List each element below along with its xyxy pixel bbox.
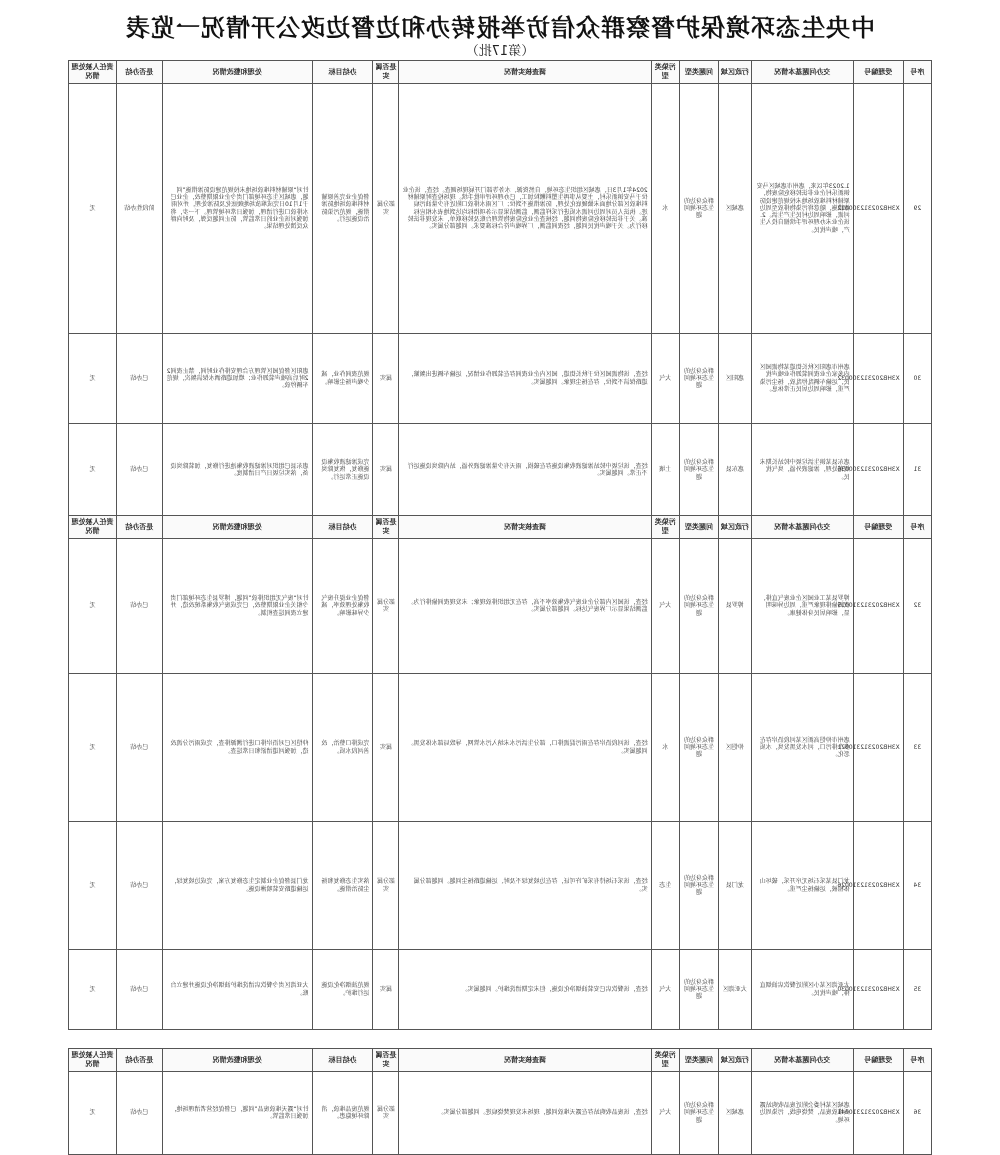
- cell-no-text: 36: [913, 1109, 922, 1117]
- cell-goal-text: 完成排口整治，改善河段水质。: [321, 740, 370, 755]
- cell-type-text: 群众身边的生态环境问题: [683, 459, 714, 481]
- col-header-goal: 办结目标: [312, 61, 373, 84]
- cell-survey: [399, 539, 651, 674]
- cell-verified-text: 属实: [379, 743, 392, 751]
- col-header-no: 序号: [903, 61, 931, 84]
- cell-verified-text: 部分属实: [376, 598, 395, 613]
- cell-type-text: 群众身边的生态环境问题: [683, 595, 714, 617]
- col-header-code: 受理编号: [853, 61, 903, 84]
- cell-done-text: 已办结: [130, 881, 149, 889]
- cell-basic-text: 大亚湾区某小区附近餐饮店油烟直排，噪声扰民。: [759, 982, 850, 997]
- cell-no-text: 29: [913, 204, 922, 212]
- cell-basic: [751, 1072, 853, 1155]
- cell-punish-text: 无: [89, 1109, 96, 1117]
- cell-goal-text: 规范油烟净化设施运行维护。: [321, 982, 370, 997]
- col-header-done: 是否办结: [116, 1049, 162, 1072]
- cell-code: [837, 539, 903, 674]
- cell-goal-text: 规范废品堆放，消除环境隐患。: [321, 1105, 370, 1120]
- complaint-table: [68, 60, 932, 517]
- col-header-done: 是否办结: [116, 61, 162, 84]
- cell-pollution: [651, 1072, 679, 1155]
- cell-goal-text: 规范夜间作业，减少噪声扬尘影响。: [321, 371, 370, 386]
- cell-done: [116, 424, 162, 517]
- col-header-basic: 交办问题基本情况: [751, 1049, 853, 1072]
- cell-no-text: 30: [913, 374, 922, 382]
- col-header-action: 处理和整改情况: [162, 61, 312, 84]
- cell-survey-text: 2024年1月3日，惠城区组织生态环境、自然资源、水务等部门开展现场调查。经查，该企业位于马安镇新乐村，主要从事再生塑料颗粒加工，已办理环评审批手续。现场检查时原辅材料堆放区部分地面未做硬底化处理，防渗措施不到位；厂区雨水排放口附近有少量油污痕迹。执法人员对周边河流水质进行采样监测，监测结果显示各项指标均达到地表水相应标准。关于非法转移危险废物问题，经核查企业危险废物管理台账及转移联单，未发现非法转移行为。关于噪声扰民问题，经夜间监测，厂界噪声符合标准要求。问题部分属实。: [402, 186, 648, 230]
- cell-code-text: X3HB202312310026: [837, 881, 900, 889]
- cell-code: [837, 334, 903, 424]
- cell-survey-text: 经查，该垃圾中转站渗滤液收集设施存在破损，雨天有少量渗滤液外溢，站内除臭设施运行不正常。问题属实。: [407, 462, 648, 477]
- cell-pollution-text: 生态: [659, 881, 672, 889]
- col-header-basic: 交办问题基本情况: [751, 516, 853, 539]
- cell-action-text: 惠阳区督促园区管理方合理安排作业时间，禁止夜间22时后高噪声装卸作业；增加道路洒水保洁频次，规范车辆停放。: [166, 367, 309, 390]
- table-row: [69, 424, 932, 517]
- cell-code: [837, 1072, 903, 1155]
- cell-type: [679, 84, 718, 334]
- cell-basic: [751, 539, 853, 674]
- cell-type-text: 群众身边的生态环境问题: [683, 367, 714, 390]
- cell-verified-text: 属实: [379, 985, 392, 993]
- table-row: [69, 950, 932, 1030]
- cell-type: [679, 424, 718, 517]
- cell-pollution: [651, 334, 679, 424]
- cell-basic-text: 惠城区某村委会附近废品收购站露天堆放废品，焚烧电线，污染周边环境。: [759, 1102, 850, 1124]
- cell-basic: [751, 424, 853, 517]
- col-header-type: 问题类型: [679, 61, 718, 84]
- cell-type-text: 群众身边的生态环境问题: [683, 874, 714, 897]
- col-header-code: 受理编号: [853, 516, 903, 539]
- cell-verified: [373, 950, 399, 1030]
- cell-code: [837, 674, 903, 822]
- cell-type-text: 群众身边的生态环境问题: [683, 978, 714, 1001]
- cell-no: [903, 539, 931, 674]
- cell-code-text: X3HB202312300012: [837, 204, 900, 212]
- cell-verified: [373, 1072, 399, 1155]
- cell-code-text: X3HB202312310041: [837, 1109, 900, 1117]
- cell-no: [903, 424, 931, 517]
- col-header-action: 处理和整改情况: [162, 516, 312, 539]
- cell-done-text: 已办结: [130, 602, 149, 610]
- cell-action-text: 针对“露天堆放废品”问题，已督促经营者清理场地，加强日常监管。: [170, 1105, 309, 1120]
- cell-punish-text: 无: [89, 985, 96, 993]
- cell-pollution-text: 土壤: [659, 466, 672, 474]
- cell-survey: [399, 822, 651, 950]
- cell-region: [719, 1072, 752, 1155]
- cell-done-text: 已办结: [130, 374, 149, 382]
- cell-type: [679, 674, 718, 822]
- cell-done: [116, 334, 162, 424]
- cell-type: [679, 539, 718, 674]
- table-row: [69, 334, 932, 424]
- col-header-verified: 是否属实: [373, 61, 399, 84]
- cell-punish-text: 无: [89, 204, 96, 212]
- cell-punish: [69, 674, 117, 822]
- cell-goal: [312, 334, 373, 424]
- cell-survey-text: 经查，该河段沿岸存在雨污混流排口，部分生活污水未纳入污水管网，导致局部水体发黑。问题属实。: [407, 740, 648, 755]
- col-header-no: 序号: [903, 1049, 931, 1072]
- cell-pollution-text: 大气: [659, 374, 672, 382]
- cell-goal: [312, 84, 373, 334]
- cell-region: [719, 822, 752, 950]
- cell-region: [719, 674, 752, 822]
- cell-type-text: 群众身边的生态环境问题: [683, 1102, 714, 1124]
- cell-verified: [373, 334, 399, 424]
- cell-basic-text: 1.2023年以来，惠州市惠城区马安镇新乐村企业非法转移危险废物，原辅材料堆放场地未按规范建设防渗措施，随意将污染物排放至周边河流，影响周边村民生产生活。2.该企业未办理环评手续擅自投入生产，噪声扰民。: [756, 183, 850, 234]
- cell-no: [903, 822, 931, 950]
- cell-no: [903, 674, 931, 822]
- cell-code-text: X3HB202312300036: [837, 466, 900, 474]
- cell-action-text: 仲恺区已对沿岸排口进行溯源排查，完成雨污分流改造，加强河道清淤和日常巡查。: [170, 740, 309, 755]
- cell-verified-text: 属实: [379, 466, 392, 474]
- cell-verified: [373, 822, 399, 950]
- cell-survey-text: 经查，该废品收购站存在露天堆放问题，现场未发现焚烧痕迹。问题部分属实。: [437, 1109, 648, 1117]
- col-header-pollution: 污染类型: [651, 1049, 679, 1072]
- cell-action: [162, 539, 312, 674]
- cell-done: [116, 822, 162, 950]
- col-header-done: 是否办结: [116, 516, 162, 539]
- cell-pollution: [651, 822, 679, 950]
- col-header-region: 行政区域: [719, 1049, 752, 1072]
- cell-pollution: [651, 424, 679, 517]
- cell-goal-text: 完成渗滤液收集设施修复，恢复除臭设施正常运行。: [321, 459, 370, 481]
- cell-basic-text: 惠东县某镇生活垃圾中转站长期未规范处理，渗滤液外溢，臭气扰民。: [759, 459, 850, 481]
- complaint-table: [68, 1048, 932, 1155]
- cell-pollution: [651, 84, 679, 334]
- cell-region: [719, 334, 752, 424]
- table-row: [69, 539, 932, 674]
- cell-region-text: 博罗县: [725, 602, 744, 610]
- cell-action-text: 惠东县已组织对渗滤液收集池进行修复，加装除臭设备，落实垃圾日产日清制度。: [170, 462, 309, 477]
- cell-no: [903, 1072, 931, 1155]
- cell-done-text: 阶段性办结: [124, 204, 155, 212]
- cell-goal: [312, 674, 373, 822]
- cell-type: [679, 1072, 718, 1155]
- cell-verified: [373, 539, 399, 674]
- cell-type: [679, 822, 718, 950]
- cell-survey: [399, 950, 651, 1030]
- cell-code: [837, 84, 903, 334]
- cell-verified-text: 部分属实: [376, 201, 395, 216]
- col-header-pollution: 污染类型: [651, 61, 679, 84]
- col-header-pollution: 污染类型: [651, 516, 679, 539]
- cell-verified: [373, 84, 399, 334]
- col-header-survey: 调查核实情况: [399, 1049, 651, 1072]
- cell-done: [116, 539, 162, 674]
- col-header-type: 问题类型: [679, 1049, 718, 1072]
- cell-basic-text: 惠州市惠阳区秋长街道某物流园区内多家企业夜间装卸作业噪声扰民，运输车辆乱停乱放，扬尘污染严重，影响周边居民正常休息。: [759, 364, 850, 393]
- cell-survey: [399, 1072, 651, 1155]
- cell-no-text: 32: [913, 602, 922, 610]
- complaint-table: [68, 515, 932, 1030]
- page-title: 中央生态环境保护督察群众信访举报转办和边督边改公开情况一览表: [125, 13, 875, 42]
- col-header-action: 处理和整改情况: [162, 1049, 312, 1072]
- col-header-code: 受理编号: [853, 1049, 903, 1072]
- cell-action-text: 龙门县督促企业制定生态修复方案，完成边坡复绿，运输道路安装喷淋设施。: [170, 878, 309, 893]
- cell-region: [719, 950, 752, 1030]
- table-row: [69, 822, 932, 950]
- cell-no-text: 31: [913, 466, 922, 474]
- cell-region-text: 惠城区: [725, 204, 744, 212]
- cell-region-text: 大亚湾区: [722, 985, 747, 993]
- cell-basic: [751, 84, 853, 334]
- col-header-basic: 交办问题基本情况: [751, 61, 853, 84]
- col-header-verified: 是否属实: [373, 516, 399, 539]
- cell-type: [679, 334, 718, 424]
- cell-basic-text: 龙门县某采石场无序开采，破坏山体植被，运输扬尘严重。: [759, 878, 850, 893]
- cell-punish: [69, 84, 117, 334]
- cell-done-text: 已办结: [130, 1109, 149, 1117]
- cell-goal: [312, 1072, 373, 1155]
- cell-verified: [373, 424, 399, 517]
- cell-punish: [69, 539, 117, 674]
- cell-punish: [69, 950, 117, 1030]
- cell-verified-text: 部分属实: [376, 1105, 395, 1120]
- cell-basic: [751, 822, 853, 950]
- cell-no-text: 34: [913, 881, 922, 889]
- cell-region-text: 惠东县: [725, 466, 744, 474]
- cell-goal: [312, 539, 373, 674]
- cell-action: [162, 1072, 312, 1155]
- cell-done: [116, 1072, 162, 1155]
- col-header-punish: 责任人被处理情况: [69, 516, 117, 539]
- cell-survey: [399, 84, 651, 334]
- col-header-region: 行政区域: [719, 516, 752, 539]
- cell-punish-text: 无: [89, 743, 96, 751]
- cell-punish-text: 无: [89, 602, 96, 610]
- cell-verified-text: 部分属实: [376, 878, 395, 893]
- cell-action-text: 大亚湾区责令餐饮店清洗维护油烟净化设施并建立台账。: [170, 982, 309, 997]
- cell-code: [837, 424, 903, 517]
- cell-type-text: 群众身边的生态环境问题: [683, 197, 714, 220]
- cell-basic: [751, 950, 853, 1030]
- cell-done-text: 已办结: [130, 743, 149, 751]
- cell-region-text: 惠城区: [725, 1109, 744, 1117]
- cell-no-text: 33: [913, 743, 922, 751]
- cell-no: [903, 84, 931, 334]
- table-row: [69, 84, 932, 334]
- col-header-type: 问题类型: [679, 516, 718, 539]
- table-row: [69, 1072, 932, 1155]
- cell-punish-text: 无: [89, 466, 96, 474]
- col-header-verified: 是否属实: [373, 1049, 399, 1072]
- cell-action: [162, 334, 312, 424]
- cell-verified-text: 属实: [379, 374, 392, 382]
- cell-action: [162, 674, 312, 822]
- cell-region: [719, 424, 752, 517]
- cell-action: [162, 424, 312, 517]
- cell-survey: [399, 674, 651, 822]
- cell-survey: [399, 424, 651, 517]
- cell-code: [837, 822, 903, 950]
- cell-pollution-text: 大气: [659, 602, 672, 610]
- cell-punish-text: 无: [89, 374, 96, 382]
- cell-punish: [69, 1072, 117, 1155]
- cell-no: [903, 950, 931, 1030]
- cell-verified: [373, 674, 399, 822]
- cell-survey-text: 经查，该餐饮店已安装油烟净化设施，但未定期清洗维护。问题属实。: [461, 985, 648, 993]
- cell-type-text: 群众身边的生态环境问题: [683, 736, 714, 759]
- col-header-no: 序号: [903, 516, 931, 539]
- cell-pollution: [651, 674, 679, 822]
- col-header-survey: 调查核实情况: [399, 516, 651, 539]
- cell-code-text: X3HB202312310021: [837, 743, 900, 751]
- cell-region: [719, 84, 752, 334]
- table-row: [69, 674, 932, 822]
- cell-punish: [69, 334, 117, 424]
- cell-pollution-text: 大气: [659, 1109, 672, 1117]
- cell-action: [162, 822, 312, 950]
- cell-done: [116, 674, 162, 822]
- cell-punish: [69, 822, 117, 950]
- cell-code-text: X3HB202312310015: [837, 602, 900, 610]
- cell-code-text: X3HB202312300032: [837, 374, 900, 382]
- cell-survey: [399, 334, 651, 424]
- cell-survey-text: 经查，该物流园区位于秋长街道，园区内企业夜间存在装卸作业情况，运输车辆进出频繁，道路保洁不到位，存在扬尘现象。问题属实。: [407, 371, 648, 386]
- cell-goal-text: 落实生态修复和扬尘防治措施。: [321, 878, 370, 893]
- cell-done-text: 已办结: [130, 985, 149, 993]
- cell-goal: [312, 822, 373, 950]
- cell-type: [679, 950, 718, 1030]
- cell-punish-text: 无: [89, 881, 96, 889]
- cell-code-text: X3HB202312310030: [837, 985, 900, 993]
- cell-action: [162, 950, 312, 1030]
- cell-basic: [751, 334, 853, 424]
- col-header-goal: 办结目标: [312, 1049, 373, 1072]
- cell-action-text: 针对“废气无组织排放”问题，博罗县生态环境部门责令相关企业限期整改，已完成废气收集系统改造，并建立夜间巡查机制。: [170, 595, 309, 617]
- cell-pollution-text: 大气: [659, 985, 672, 993]
- cell-done-text: 已办结: [130, 466, 149, 474]
- cell-region-text: 仲恺区: [725, 743, 744, 751]
- cell-goal: [312, 424, 373, 517]
- cell-goal-text: 督促企业完善原辅材料堆放场地防渗措施，规范污染防治设施运行。: [321, 194, 370, 223]
- col-header-goal: 办结目标: [312, 516, 373, 539]
- cell-survey-text: 经查，该园区内部分企业废气收集效率不高，存在无组织排放现象；未发现夜间偷排行为。监测结果显示厂界废气达标。问题部分属实。: [407, 598, 648, 613]
- cell-survey-text: 经查，该采石场持有采矿许可证，存在边坡复绿不及时、运输道路扬尘问题。问题部分属实。: [413, 878, 648, 893]
- cell-code: [837, 950, 903, 1030]
- cell-region-text: 龙门县: [725, 881, 744, 889]
- cell-done: [116, 950, 162, 1030]
- cell-goal-text: 督促企业提升废气收集处理效率，减少异味影响。: [321, 595, 370, 617]
- col-header-punish: 责任人被处理情况: [69, 1049, 117, 1072]
- cell-done: [116, 84, 162, 334]
- cell-pollution-text: 水: [662, 204, 669, 212]
- col-header-punish: 责任人被处理情况: [69, 61, 117, 84]
- page-subtitle: （第17批）: [465, 44, 535, 59]
- cell-basic-text: 博罗县某工业园区企业废气直排，夜间偷排现象严重，周边异味明显，影响居民身体健康。: [759, 595, 850, 617]
- cell-goal: [312, 950, 373, 1030]
- cell-basic: [751, 674, 853, 822]
- cell-action-text: 针对“原辅材料堆放场地未按规范建设防渗措施”问题，惠城区生态环境部门责令企业限期整改，企业已于1月10日完成堆放场地硬底化及防渗处理，并对雨水排放口进行清理，加强日常环境管理。下一步，将加强对该企业的日常监管，防止问题反弹，及时向群众反馈处理结果。: [170, 186, 309, 230]
- cell-pollution: [651, 950, 679, 1030]
- col-header-survey: 调查核实情况: [399, 61, 651, 84]
- col-header-region: 行政区域: [719, 61, 752, 84]
- cell-punish: [69, 424, 117, 517]
- cell-pollution: [651, 539, 679, 674]
- cell-region: [719, 539, 752, 674]
- cell-region-text: 惠阳区: [725, 374, 744, 382]
- cell-action: [162, 84, 312, 334]
- cell-pollution-text: 水: [662, 743, 669, 751]
- cell-basic-text: 惠州市仲恺高新区某河段沿岸存在多个排污口，河水发黑发臭，水质恶化。: [759, 736, 850, 759]
- cell-no-text: 35: [913, 985, 922, 993]
- cell-no: [903, 334, 931, 424]
